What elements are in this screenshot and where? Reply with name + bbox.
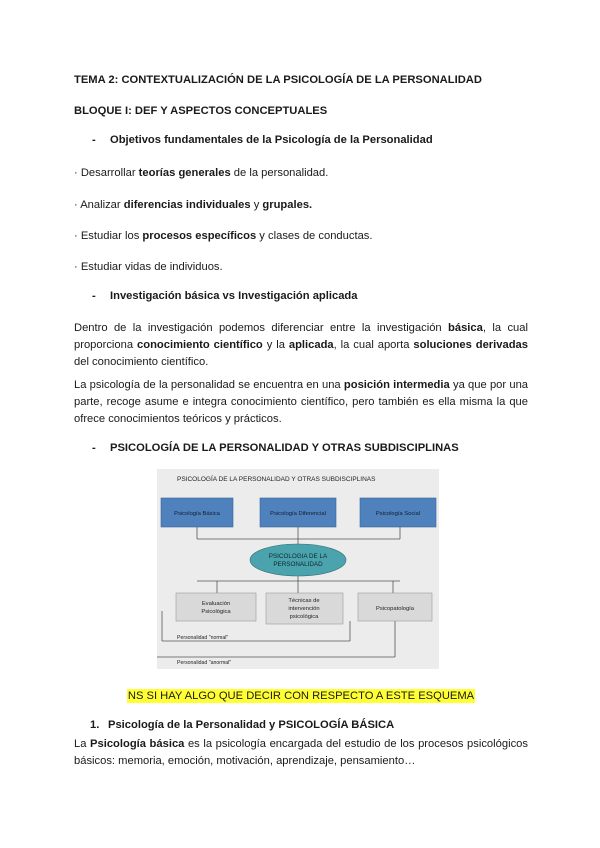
section-heading-subdisciplinas: PSICOLOGÍA DE LA PERSONALIDAD Y OTRAS SUBDISCIPLINAS <box>110 442 459 454</box>
box-psicologia-social-label: Psicología Social <box>375 511 421 517</box>
paragraph-posicion: La psicología de la personalidad se encuentra en una posición intermedia ya que por una parte, recoge asume e integra conocimiento científico, pero también es ella misma la que ofrece conocimientos teóricos y prácticos. <box>74 379 529 425</box>
box-tecnicas-line1: Técnicas de <box>288 598 320 604</box>
box-tecnicas-line2: intervención <box>288 606 320 612</box>
section-heading-objetivos: Objetivos fundamentales de la Psicología de la Personalidad <box>110 134 433 146</box>
box-evaluacion-line2: Psicológica <box>201 609 231 615</box>
section-heading-investigacion: Investigación básica vs Investigación aplicada <box>110 290 358 302</box>
box-tecnicas-line3: psicológica <box>289 614 319 620</box>
section-dash: - <box>92 134 96 146</box>
diagram-title: PSICOLOGÍA DE LA PERSONALIDAD Y OTRAS SUBDISCIPLINAS <box>177 476 376 483</box>
bullet-item: · Desarrollar teorías generales de la personalidad. <box>74 167 329 179</box>
label-personalidad-normal: Personalidad "normal" <box>177 635 229 641</box>
section-heading-psicologia-basica: Psicología de la Personalidad y PSICOLOGÍA BÁSICA <box>108 719 395 731</box>
section-dash: - <box>92 442 96 454</box>
highlight-note: NS SI HAY ALGO QUE DECIR CON RESPECTO A ESTE ESQUEMA <box>127 690 475 702</box>
center-label-line1: PSICOLOGIA DE LA <box>268 553 328 560</box>
section-number: 1. <box>90 719 100 731</box>
subdisciplines-diagram <box>157 469 439 669</box>
page-title: TEMA 2: CONTEXTUALIZACIÓN DE LA PSICOLOGÍA DE LA PERSONALIDAD <box>74 74 482 86</box>
bullet-item: · Estudiar los procesos específicos y clases de conductas. <box>74 230 373 242</box>
box-psicopatologia-label: Psicopatología <box>375 606 415 612</box>
section-dash: - <box>92 290 96 302</box>
box-psicologia-diferencial-label: Psicología Diferencial <box>270 511 326 517</box>
center-ellipse <box>250 544 346 576</box>
paragraph-investigacion: Dentro de la investigación podemos diferenciar entre la investigación básica, la cual proporciona conocimiento científico y la aplicada, la cual aporta soluciones derivadas del conocimiento científico. <box>74 322 528 368</box>
center-label-line2: PERSONALIDAD <box>273 561 323 568</box>
box-evaluacion <box>176 593 256 621</box>
label-personalidad-anormal: Personalidad "anormal" <box>177 660 232 666</box>
bullet-item: · Analizar diferencias individuales y grupales. <box>74 199 313 211</box>
bullet-item: · Estudiar vidas de individuos. <box>74 261 223 273</box>
box-evaluacion-line1: Evaluación <box>201 601 231 607</box>
paragraph-psicologia-basica: La Psicología básica es la psicología encargada del estudio de los procesos psicológicos básicos: memoria, emoción, motivación, aprendizaje, pensamiento… <box>74 738 528 767</box>
block-title: BLOQUE I: DEF Y ASPECTOS CONCEPTUALES <box>74 105 328 117</box>
box-psicologia-basica-label: Psicología Básica <box>174 511 220 517</box>
